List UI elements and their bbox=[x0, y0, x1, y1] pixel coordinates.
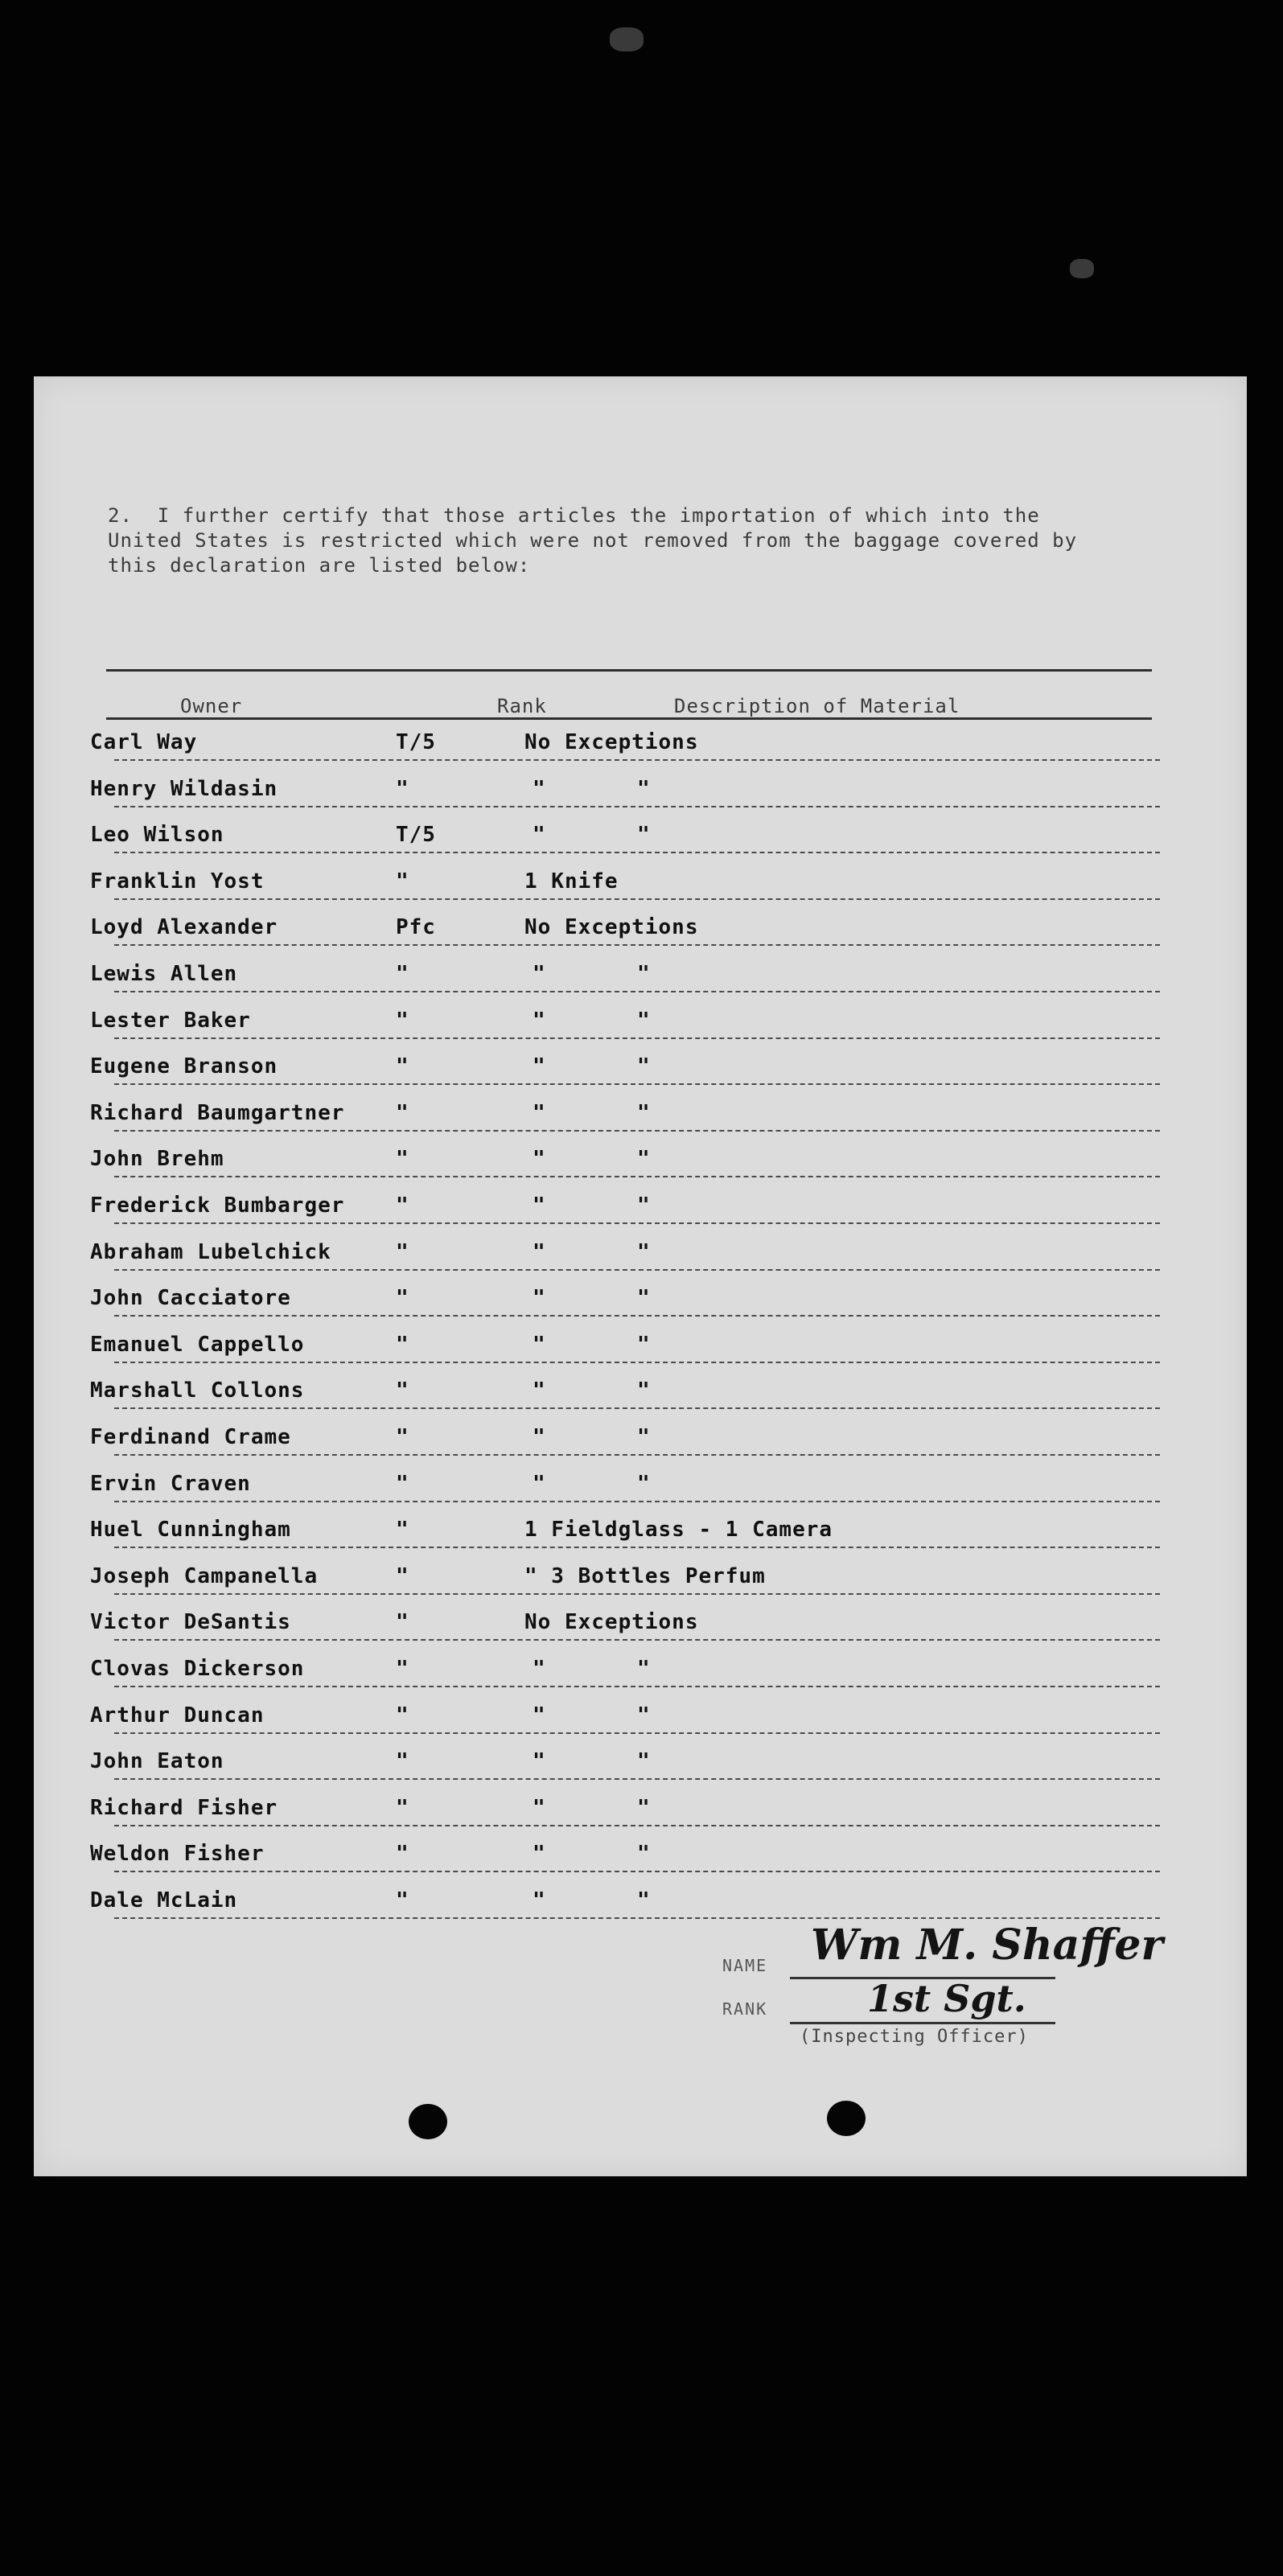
owner-rank: " bbox=[396, 1332, 409, 1357]
owner-rank: " bbox=[396, 1610, 409, 1635]
table-row bbox=[90, 1326, 1160, 1363]
dust-speck bbox=[610, 27, 644, 51]
table-row bbox=[90, 1002, 1160, 1039]
material-description: No Exceptions bbox=[524, 730, 699, 754]
owner-name: Richard Baumgartner bbox=[90, 1100, 345, 1125]
owner-name: Marshall Collons bbox=[90, 1378, 305, 1403]
owner-name: Eugene Branson bbox=[90, 1054, 278, 1079]
owner-name: Joseph Campanella bbox=[90, 1563, 319, 1588]
ditto-mark: " bbox=[637, 1100, 651, 1125]
row-rule bbox=[114, 1825, 1160, 1826]
row-rule bbox=[114, 1778, 1160, 1780]
name-label: NAME bbox=[722, 1956, 768, 1975]
owner-name: Frederick Bumbarger bbox=[90, 1194, 345, 1218]
row-rule bbox=[114, 1547, 1160, 1548]
row-rule bbox=[114, 1037, 1160, 1039]
ditto-mark: " bbox=[637, 823, 651, 848]
owner-rank: T/5 bbox=[396, 823, 436, 848]
ditto-mark: " bbox=[533, 1703, 546, 1728]
owner-rank: " bbox=[396, 1147, 409, 1172]
owner-rank: T/5 bbox=[396, 730, 436, 754]
table-row bbox=[90, 1789, 1160, 1826]
rank-label: RANK bbox=[722, 1999, 768, 2019]
ditto-mark: " bbox=[637, 1471, 651, 1496]
table-row bbox=[90, 1187, 1160, 1224]
table-row bbox=[90, 1604, 1160, 1641]
ditto-mark: " bbox=[533, 1842, 546, 1867]
row-rule bbox=[114, 1917, 1160, 1919]
material-description: No Exceptions bbox=[524, 915, 699, 940]
table-row bbox=[90, 724, 1160, 761]
row-rule bbox=[114, 1130, 1160, 1132]
signature: Wm M. Shaffer bbox=[811, 1921, 1163, 1970]
table-row bbox=[90, 1465, 1160, 1502]
ditto-mark: " bbox=[637, 1703, 651, 1728]
ditto-mark: " bbox=[533, 1657, 546, 1681]
ditto-mark: " bbox=[533, 776, 546, 801]
owner-rank: " bbox=[396, 1518, 409, 1543]
owner-rank: " bbox=[396, 1657, 409, 1681]
owner-name: Ervin Craven bbox=[90, 1471, 251, 1496]
owner-rank: " bbox=[396, 1888, 409, 1912]
rank-line bbox=[790, 2022, 1055, 2024]
row-rule bbox=[114, 1686, 1160, 1687]
owner-name: Leo Wilson bbox=[90, 823, 224, 848]
table-row bbox=[90, 1372, 1160, 1409]
ditto-mark: " bbox=[637, 1842, 651, 1867]
owner-rank: " bbox=[396, 1703, 409, 1728]
row-rule bbox=[114, 806, 1160, 807]
ditto-mark: " bbox=[533, 1008, 546, 1033]
table-row bbox=[90, 1650, 1160, 1687]
material-description: No Exceptions bbox=[524, 1610, 699, 1635]
row-rule bbox=[114, 1269, 1160, 1271]
owner-rank: " bbox=[396, 1378, 409, 1403]
column-header-description: Description of Material bbox=[674, 695, 960, 717]
dust-speck bbox=[1070, 259, 1094, 278]
certification-paragraph: 2. I further certify that those articles the importation of which into the United States is restricted which were not removed from the baggage covered by this declaration are listed below: bbox=[108, 504, 1078, 577]
owner-rank: " bbox=[396, 1563, 409, 1588]
ditto-mark: " bbox=[533, 1194, 546, 1218]
table-row bbox=[90, 1697, 1160, 1734]
owner-name: Abraham Lubelchick bbox=[90, 1239, 331, 1264]
ditto-mark: " bbox=[533, 1239, 546, 1264]
owner-name: John Eaton bbox=[90, 1749, 224, 1774]
ditto-mark: " bbox=[637, 1332, 651, 1357]
ditto-mark: " bbox=[533, 1749, 546, 1774]
table-row bbox=[90, 1882, 1160, 1919]
owner-rank: " bbox=[396, 1425, 409, 1449]
ditto-mark: " bbox=[637, 962, 651, 986]
row-rule bbox=[114, 759, 1160, 761]
owner-rank: " bbox=[396, 1286, 409, 1311]
ditto-mark: " bbox=[533, 1888, 546, 1912]
owner-name: Weldon Fisher bbox=[90, 1842, 265, 1867]
ditto-mark: " bbox=[637, 1286, 651, 1311]
owner-name: Henry Wildasin bbox=[90, 776, 278, 801]
row-rule bbox=[114, 898, 1160, 900]
ditto-mark: " bbox=[533, 1378, 546, 1403]
owner-rank: " bbox=[396, 1008, 409, 1033]
inspecting-officer-caption: (Inspecting Officer) bbox=[800, 2027, 1029, 2047]
row-rule bbox=[114, 1871, 1160, 1872]
row-rule bbox=[114, 1732, 1160, 1734]
ditto-mark: " bbox=[637, 1749, 651, 1774]
owner-rank: " bbox=[396, 776, 409, 801]
owner-name: Ferdinand Crame bbox=[90, 1425, 291, 1449]
owner-rank: " bbox=[396, 1054, 409, 1079]
row-rule bbox=[114, 1222, 1160, 1224]
ditto-mark: " bbox=[533, 1795, 546, 1820]
owner-name: Arthur Duncan bbox=[90, 1703, 265, 1728]
material-description: " 3 Bottles Perfum bbox=[524, 1563, 766, 1588]
row-rule bbox=[114, 852, 1160, 853]
owner-rank: " bbox=[396, 1100, 409, 1125]
column-header-owner: Owner bbox=[180, 695, 243, 717]
ditto-mark: " bbox=[533, 1054, 546, 1079]
table-row bbox=[90, 1743, 1160, 1780]
top-rule bbox=[106, 669, 1152, 672]
table-row bbox=[90, 1419, 1160, 1456]
row-rule bbox=[114, 1501, 1160, 1502]
ditto-mark: " bbox=[533, 1100, 546, 1125]
row-rule bbox=[114, 1593, 1160, 1595]
material-description: 1 Fieldglass - 1 Camera bbox=[524, 1518, 833, 1543]
document-page bbox=[34, 376, 1247, 2176]
column-header-rank: Rank bbox=[497, 695, 547, 717]
row-rule bbox=[114, 1362, 1160, 1363]
table-row bbox=[90, 909, 1160, 946]
material-description: 1 Knife bbox=[524, 869, 619, 894]
owner-name: Huel Cunningham bbox=[90, 1518, 291, 1543]
row-rule bbox=[114, 1454, 1160, 1456]
table-row bbox=[90, 955, 1160, 992]
row-rule bbox=[114, 1315, 1160, 1317]
owner-rank: " bbox=[396, 1842, 409, 1867]
owner-rank: " bbox=[396, 962, 409, 986]
ditto-mark: " bbox=[533, 1332, 546, 1357]
table-row bbox=[90, 1558, 1160, 1595]
owner-name: Lewis Allen bbox=[90, 962, 238, 986]
ditto-mark: " bbox=[533, 1471, 546, 1496]
ditto-mark: " bbox=[533, 1286, 546, 1311]
owner-name: Lester Baker bbox=[90, 1008, 251, 1033]
row-rule bbox=[114, 944, 1160, 946]
owner-rank: " bbox=[396, 1194, 409, 1218]
owner-name: Victor DeSantis bbox=[90, 1610, 291, 1635]
table-row bbox=[90, 863, 1160, 900]
punch-hole bbox=[409, 2104, 447, 2139]
owner-name: Franklin Yost bbox=[90, 869, 265, 894]
ditto-mark: " bbox=[533, 823, 546, 848]
ditto-mark: " bbox=[637, 1054, 651, 1079]
owner-name: Carl Way bbox=[90, 730, 198, 754]
table-row bbox=[90, 770, 1160, 807]
table-row bbox=[90, 1140, 1160, 1177]
punch-hole bbox=[827, 2101, 866, 2136]
ditto-mark: " bbox=[533, 1147, 546, 1172]
owner-rank: " bbox=[396, 869, 409, 894]
row-rule bbox=[114, 1407, 1160, 1409]
row-rule bbox=[114, 1083, 1160, 1085]
owner-rank: " bbox=[396, 1471, 409, 1496]
ditto-mark: " bbox=[637, 1008, 651, 1033]
table-row bbox=[90, 1511, 1160, 1548]
row-rule bbox=[114, 991, 1160, 992]
ditto-mark: " bbox=[637, 1888, 651, 1912]
owner-rank: " bbox=[396, 1239, 409, 1264]
ditto-mark: " bbox=[637, 776, 651, 801]
owner-name: John Brehm bbox=[90, 1147, 224, 1172]
owner-name: John Cacciatore bbox=[90, 1286, 291, 1311]
ditto-mark: " bbox=[637, 1657, 651, 1681]
owner-name: Richard Fisher bbox=[90, 1795, 278, 1820]
row-rule bbox=[114, 1176, 1160, 1177]
table-row bbox=[90, 816, 1160, 853]
row-rule bbox=[114, 1639, 1160, 1641]
owner-name: Loyd Alexander bbox=[90, 915, 278, 940]
table-row bbox=[90, 1280, 1160, 1317]
table-row bbox=[90, 1095, 1160, 1132]
owner-name: Dale McLain bbox=[90, 1888, 238, 1912]
owner-rank: Pfc bbox=[396, 915, 436, 940]
ditto-mark: " bbox=[637, 1795, 651, 1820]
ditto-mark: " bbox=[637, 1425, 651, 1449]
table-row bbox=[90, 1048, 1160, 1085]
ditto-mark: " bbox=[533, 962, 546, 986]
owner-rank: " bbox=[396, 1795, 409, 1820]
ditto-mark: " bbox=[637, 1239, 651, 1264]
table-row bbox=[90, 1835, 1160, 1872]
owner-rank: " bbox=[396, 1749, 409, 1774]
ditto-mark: " bbox=[637, 1147, 651, 1172]
table-row bbox=[90, 1234, 1160, 1271]
header-rule bbox=[106, 717, 1152, 720]
owner-name: Clovas Dickerson bbox=[90, 1657, 305, 1681]
ditto-mark: " bbox=[637, 1378, 651, 1403]
ditto-mark: " bbox=[637, 1194, 651, 1218]
ditto-mark: " bbox=[533, 1425, 546, 1449]
owner-name: Emanuel Cappello bbox=[90, 1332, 305, 1357]
signature-rank: 1st Sgt. bbox=[867, 1977, 1026, 2020]
